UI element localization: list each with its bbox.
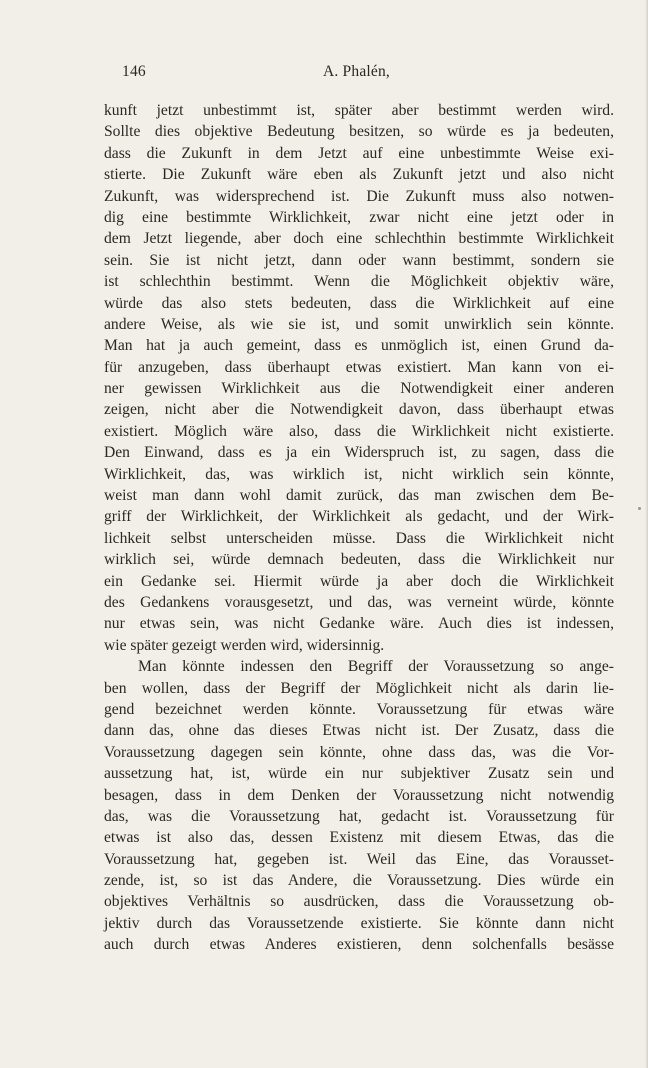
- text-line: gend bezeichnet werden könnte. Voraussetzung für etwas wäre: [104, 700, 614, 718]
- text-line: sein. Sie ist nicht jetzt, dann oder wann bestimmt, sondern sie: [104, 251, 614, 269]
- margin-speck: [638, 507, 641, 510]
- text-line: des Gedankens vorausgesetzt, und das, was verneint würde, könnte: [104, 593, 614, 611]
- text-line: das, was die Voraussetzung hat, gedacht ist. Voraussetzung für: [104, 807, 614, 825]
- text-line: Sollte dies objektive Bedeutung besitzen, so würde es ja bedeuten,: [104, 123, 614, 141]
- text-line: Wirklichkeit, das, was wirklich ist, nicht wirklich sein könnte,: [104, 465, 614, 483]
- text-line: weist man dann wohl damit zurück, das man zwischen dem Be-: [104, 487, 614, 505]
- text-line: aussetzung hat, ist, würde ein nur subjektiver Zusatz sein und: [104, 765, 614, 783]
- text-line: dann das, ohne das dieses Etwas nicht ist. Der Zusatz, dass die: [104, 722, 614, 740]
- text-line: etwas ist also das, dessen Existenz mit diesem Etwas, das die: [104, 829, 614, 847]
- page-header: [104, 63, 614, 85]
- text-line: objektives Verhältnis so ausdrücken, dass die Voraussetzung ob-: [104, 893, 614, 911]
- text-line: für anzugeben, dass überhaupt etwas existiert. Man kann von ei-: [104, 358, 614, 376]
- text-line: kunft jetzt unbestimmt ist, später aber bestimmt werden wird.: [104, 102, 614, 119]
- text-line: ner gewissen Wirklichkeit aus die Notwendigkeit einer anderen: [104, 380, 614, 398]
- text-line: Den Einwand, dass es ja ein Widerspruch ist, zu sagen, dass die: [104, 444, 614, 462]
- text-line: Man hat ja auch gemeint, dass es unmöglich ist, einen Grund da-: [104, 337, 614, 355]
- text-line: würde das also stets bedeuten, dass die Wirklichkeit auf eine: [104, 294, 614, 312]
- text-line: Voraussetzung hat, gegeben ist. Weil das Eine, das Vorausset-: [104, 850, 614, 868]
- text-line: ein Gedanke sei. Hiermit würde ja aber doch die Wirklichkeit: [104, 572, 614, 590]
- text-line: nur etwas sein, was nicht Gedanke wäre. Auch dies ist indessen,: [104, 615, 614, 633]
- text-line: ist schlechthin bestimmt. Wenn die Möglichkeit objektiv wäre,: [104, 273, 614, 291]
- text-line: lichkeit selbst unterscheiden müsse. Dass die Wirklichkeit nicht: [104, 529, 614, 547]
- running-head: A. Phalén,: [323, 63, 391, 80]
- text-line: besagen, dass in dem Denken der Voraussetzung nicht notwendig: [104, 786, 614, 804]
- paragraph-last-line: wie später gezeigt werden wird, widersinnig.: [104, 636, 385, 654]
- text-line: dem Jetzt liegende, aber doch eine schlechthin bestimmte Wirklichkeit: [104, 230, 614, 248]
- body-text: [104, 100, 614, 956]
- text-line: zeigen, nicht aber die Notwendigkeit davon, dass überhaupt etwas: [104, 401, 614, 419]
- text-line: ben wollen, dass der Begriff der Möglichkeit nicht als darin lie-: [104, 679, 614, 697]
- text-line: griff der Wirklichkeit, der Wirklichkeit als gedacht, und der Wirk-: [104, 508, 614, 526]
- text-line: jektiv durch das Voraussetzende existierte. Sie könnte dann nicht: [104, 914, 614, 932]
- text-line: wirklich sei, würde demnach bedeuten, dass die Wirklichkeit nur: [104, 551, 614, 569]
- page-number: 146: [122, 63, 146, 80]
- text-line: Voraussetzung dagegen sein könnte, ohne dass das, was die Vor-: [104, 743, 614, 761]
- text-line: zende, ist, so ist das Andere, die Voraussetzung. Dies würde ein: [104, 872, 614, 890]
- text-line: andere Weise, als wie sie ist, und somit unwirklich sein könnte.: [104, 315, 614, 333]
- text-line: existiert. Möglich wäre also, dass die Wirklichkeit nicht existierte.: [104, 422, 614, 440]
- paragraph-first-line: Man könnte indessen den Begriff der Voraussetzung so ange-: [138, 658, 614, 676]
- text-line: Zukunft, was widersprechend ist. Die Zukunft muss also notwen-: [104, 187, 614, 205]
- text-line: stierte. Die Zukunft wäre eben als Zukunft jetzt und also nicht: [104, 166, 614, 184]
- text-line: dass die Zukunft in dem Jetzt auf eine unbestimmte Weise exi-: [104, 144, 614, 162]
- text-line: auch durch etwas Anderes existieren, denn solchenfalls besässe: [104, 936, 614, 954]
- text-line: dig eine bestimmte Wirklichkeit, zwar nicht eine jetzt oder in: [104, 208, 614, 226]
